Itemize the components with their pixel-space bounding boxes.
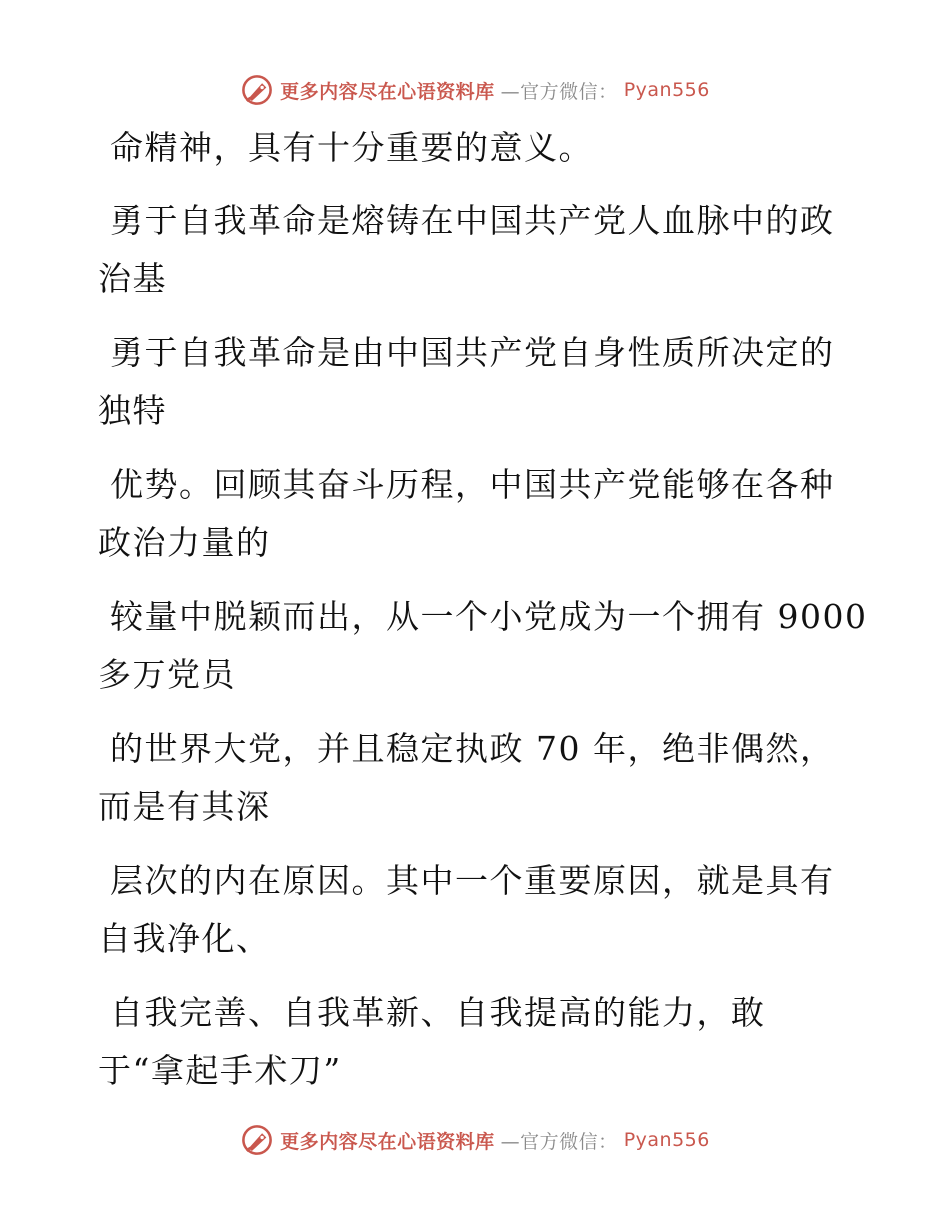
header-wechat-label: —官方微信： xyxy=(500,80,618,103)
footer-wechat-id: Pyan556 xyxy=(623,1129,710,1151)
footer-wechat-label: —官方微信： xyxy=(500,1130,618,1153)
text-line: 勇于自我革命是熔铸在中国共产党人血脉中的政 xyxy=(110,201,835,240)
pen-nib-logo-icon xyxy=(240,1123,274,1157)
text-line: 层次的内在原因。其中一个重要原因，就是具有 xyxy=(110,861,835,900)
footer-banner xyxy=(0,1118,950,1162)
text-line: 独特 xyxy=(98,391,167,430)
text-line: 治基 xyxy=(98,259,167,298)
text-line: 勇于自我革命是由中国共产党自身性质所决定的 xyxy=(110,333,835,372)
text-line: 优势。回顾其奋斗历程，中国共产党能够在各种 xyxy=(110,465,835,504)
text-line: 多万党员 xyxy=(98,655,236,694)
header-banner xyxy=(0,68,950,112)
pen-nib-logo-icon xyxy=(240,73,274,107)
text-line: 命精神，具有十分重要的意义。 xyxy=(110,128,593,167)
text-line: 政治力量的 xyxy=(98,523,271,562)
text-line: 自我净化、 xyxy=(98,919,271,958)
text-line: 而是有其深 xyxy=(98,787,271,826)
footer-site-name: 更多内容尽在心语资料库 xyxy=(280,1130,495,1153)
text-line: 的世界大党，并且稳定执政 70 年，绝非偶然， xyxy=(110,729,835,768)
text-line: 自我完善、自我革新、自我提高的能力，敢 xyxy=(110,993,766,1032)
text-line: 于“拿起手术刀” xyxy=(98,1051,342,1090)
text-line: 较量中脱颖而出，从一个小党成为一个拥有 9000 xyxy=(110,597,868,636)
header-site-name: 更多内容尽在心语资料库 xyxy=(280,80,495,103)
header-wechat-id: Pyan556 xyxy=(623,79,710,101)
